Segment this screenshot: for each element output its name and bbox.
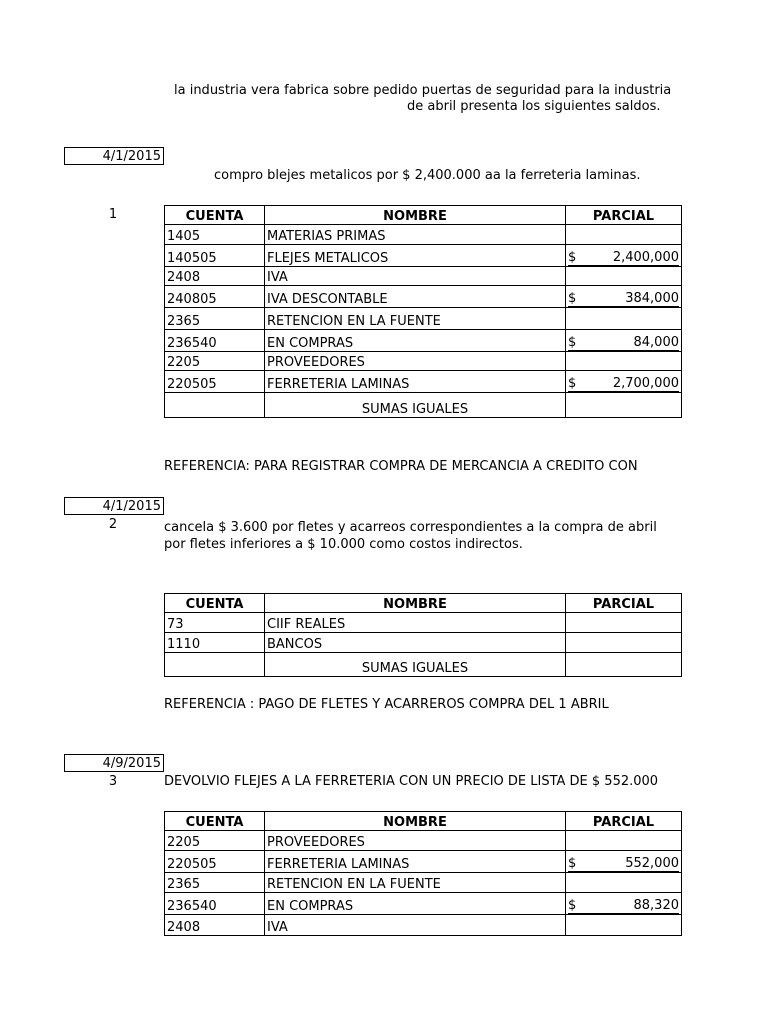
cell-parcial[interactable]: [566, 371, 682, 393]
cell-code[interactable]: [165, 393, 265, 418]
cell-name[interactable]: PROVEEDORES: [265, 352, 566, 371]
cell-name[interactable]: EN COMPRAS: [265, 893, 566, 915]
sumas-row: [165, 653, 682, 677]
entry-3-description: DEVOLVIO FLEJES A LA FERRETERIA CON UN PRECIO DE LISTA DE $ 552.000: [164, 774, 659, 789]
cell-code[interactable]: 240805: [165, 286, 265, 308]
currency-sign: $: [568, 856, 577, 871]
cell-parcial[interactable]: [566, 245, 682, 267]
cell-parcial[interactable]: [566, 286, 682, 308]
cell-name[interactable]: FLEJES METALICOS: [265, 245, 566, 267]
cell-code[interactable]: 2205: [165, 831, 265, 851]
entry-1-description: compro blejes metalicos por $ 2,400.000 aa la ferreteria laminas.: [214, 168, 641, 183]
cell-code[interactable]: 220505: [165, 371, 265, 393]
cell-parcial[interactable]: [566, 225, 682, 245]
cell-parcial[interactable]: [566, 873, 682, 893]
cell-code[interactable]: 236540: [165, 893, 265, 915]
sumas-iguales-label[interactable]: SUMAS IGUALES: [265, 653, 566, 677]
entry-2-ledger-table: [164, 593, 682, 677]
table-row: [165, 613, 682, 633]
cell-parcial[interactable]: [566, 330, 682, 352]
parcial-value: 2,700,000: [612, 376, 679, 391]
entry-2-date-cell[interactable]: 4/1/2015: [64, 497, 164, 515]
parcial-value: 552,000: [625, 856, 679, 871]
header-nombre: NOMBRE: [265, 206, 566, 225]
cell-code[interactable]: 236540: [165, 330, 265, 352]
entry-3-ledger-table: [164, 811, 682, 936]
table-row: [165, 330, 682, 352]
cell-parcial[interactable]: [566, 393, 682, 418]
cell-name[interactable]: FERRETERIA LAMINAS: [265, 851, 566, 873]
header-parcial: PARCIAL: [566, 206, 682, 225]
cell-name[interactable]: MATERIAS PRIMAS: [265, 225, 566, 245]
cell-name[interactable]: EN COMPRAS: [265, 330, 566, 352]
cell-name[interactable]: IVA: [265, 267, 566, 286]
cell-code[interactable]: 2365: [165, 308, 265, 330]
cell-parcial[interactable]: [566, 653, 682, 677]
table-row: [165, 308, 682, 330]
currency-sign: $: [568, 898, 577, 913]
cell-code[interactable]: [165, 653, 265, 677]
cell-parcial[interactable]: [566, 613, 682, 633]
header-cuenta: CUENTA: [165, 812, 265, 831]
table-row: [165, 267, 682, 286]
cell-parcial[interactable]: [566, 308, 682, 330]
cell-parcial[interactable]: [566, 915, 682, 936]
currency-sign: $: [568, 335, 577, 350]
cell-code[interactable]: 140505: [165, 245, 265, 267]
cell-code[interactable]: 73: [165, 613, 265, 633]
cell-name[interactable]: IVA DESCONTABLE: [265, 286, 566, 308]
cell-parcial[interactable]: [566, 267, 682, 286]
header-nombre: NOMBRE: [265, 594, 566, 613]
entry-1-ledger-table: [164, 205, 682, 418]
sumas-iguales-label[interactable]: SUMAS IGUALES: [265, 393, 566, 418]
header-parcial: PARCIAL: [566, 812, 682, 831]
table-header-row: [165, 206, 682, 225]
table-row: [165, 352, 682, 371]
currency-sign: $: [568, 291, 577, 306]
cell-name[interactable]: BANCOS: [265, 633, 566, 653]
table-row: [165, 371, 682, 393]
entry-1-number: 1: [108, 207, 118, 222]
table-row: [165, 831, 682, 851]
table-row: [165, 286, 682, 308]
entry-3-number: 3: [108, 774, 118, 789]
cell-parcial[interactable]: [566, 851, 682, 873]
entry-2-reference: REFERENCIA : PAGO DE FLETES Y ACARREROS COMPRA DEL 1 ABRIL: [164, 697, 609, 712]
cell-code[interactable]: 1110: [165, 633, 265, 653]
table-header-row: [165, 594, 682, 613]
table-row: [165, 893, 682, 915]
currency-sign: $: [568, 376, 577, 391]
header-nombre: NOMBRE: [265, 812, 566, 831]
cell-parcial[interactable]: [566, 633, 682, 653]
header-parcial: PARCIAL: [566, 594, 682, 613]
cell-code[interactable]: 2365: [165, 873, 265, 893]
cell-parcial[interactable]: [566, 893, 682, 915]
cell-name[interactable]: PROVEEDORES: [265, 831, 566, 851]
parcial-value: 2,400,000: [612, 250, 679, 265]
cell-code[interactable]: 2408: [165, 267, 265, 286]
cell-name[interactable]: FERRETERIA LAMINAS: [265, 371, 566, 393]
currency-sign: $: [568, 250, 577, 265]
cell-name[interactable]: RETENCION EN LA FUENTE: [265, 308, 566, 330]
parcial-value: 384,000: [625, 291, 679, 306]
cell-name[interactable]: IVA: [265, 915, 566, 936]
entry-2-description-line-1: cancela $ 3.600 por fletes y acarreos correspondientes a la compra de abril: [164, 520, 657, 535]
cell-parcial[interactable]: [566, 352, 682, 371]
entry-1-reference: REFERENCIA: PARA REGISTRAR COMPRA DE MERCANCIA A CREDITO CON: [164, 459, 638, 474]
table-row: [165, 245, 682, 267]
intro-line-1: la industria vera fabrica sobre pedido puertas de seguridad para la industria: [174, 83, 672, 98]
table-row: [165, 851, 682, 873]
entry-3-date-cell[interactable]: 4/9/2015: [64, 754, 164, 772]
cell-code[interactable]: 1405: [165, 225, 265, 245]
table-row: [165, 225, 682, 245]
cell-code[interactable]: 220505: [165, 851, 265, 873]
table-row: [165, 633, 682, 653]
entry-1-date-cell[interactable]: 4/1/2015: [64, 147, 164, 165]
cell-name[interactable]: CIIF REALES: [265, 613, 566, 633]
table-row: [165, 915, 682, 936]
intro-line-2: de abril presenta los siguientes saldos.: [407, 99, 661, 114]
header-cuenta: CUENTA: [165, 206, 265, 225]
parcial-value: 84,000: [633, 335, 679, 350]
table-header-row: [165, 812, 682, 831]
cell-parcial[interactable]: [566, 831, 682, 851]
cell-code[interactable]: 2408: [165, 915, 265, 936]
entry-2-description-line-2: por fletes inferiores a $ 10.000 como costos indirectos.: [164, 537, 523, 552]
sumas-row: [165, 393, 682, 418]
header-cuenta: CUENTA: [165, 594, 265, 613]
table-row: [165, 873, 682, 893]
cell-code[interactable]: 2205: [165, 352, 265, 371]
parcial-value: 88,320: [633, 898, 679, 913]
entry-2-number: 2: [108, 517, 118, 532]
cell-name[interactable]: RETENCION EN LA FUENTE: [265, 873, 566, 893]
